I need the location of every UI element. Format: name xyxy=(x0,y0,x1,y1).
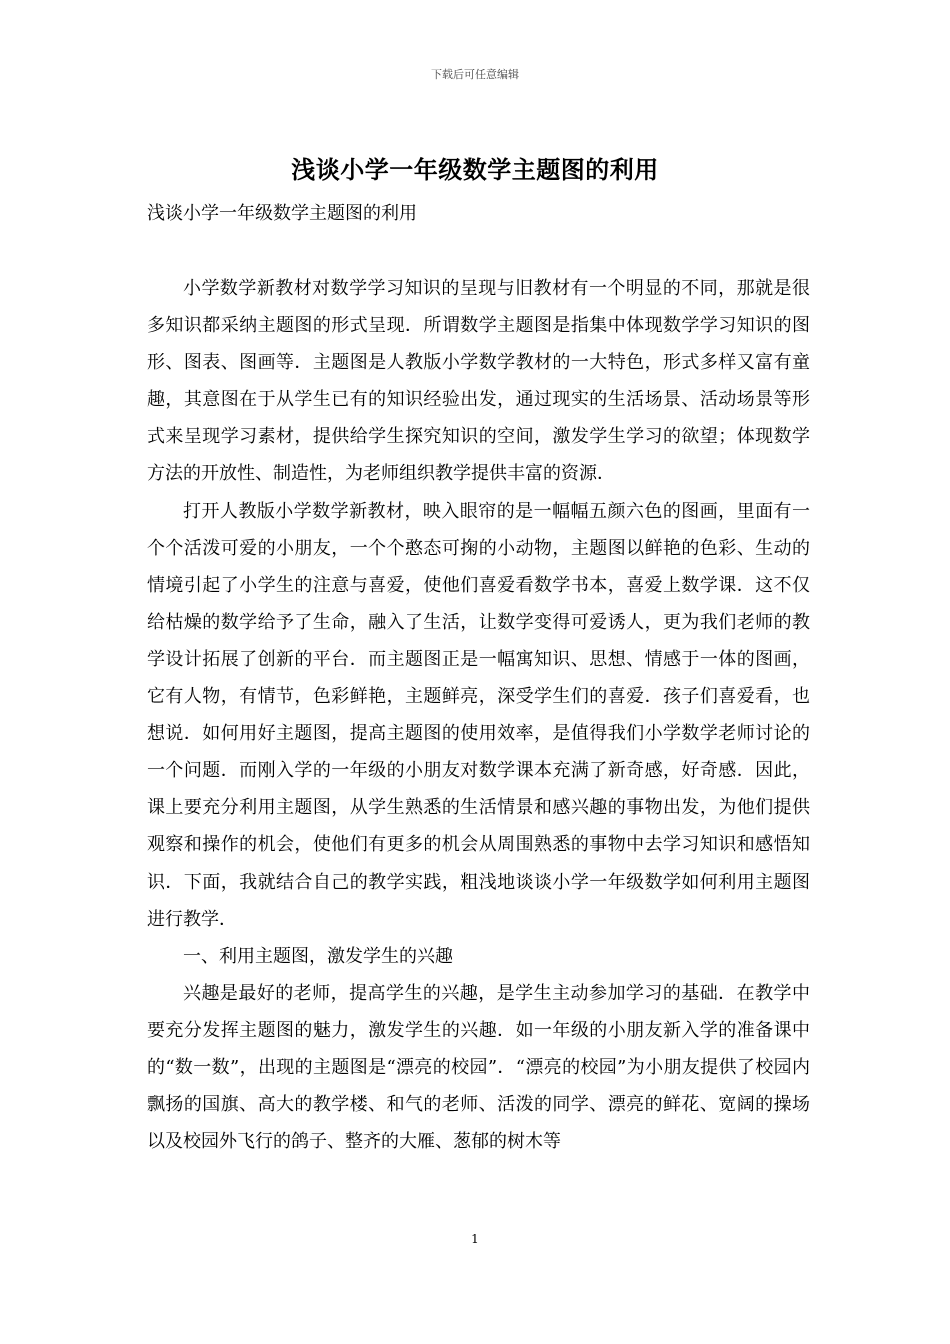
paragraph-interest: 兴趣是最好的老师，提高学生的兴趣，是学生主动参加学习的基础．在教学中要充分发挥主题图的魅力，激发学生的兴趣．如一年级的小朋友新入学的准备课中的“数一数”，出现的主题图是“漂亮的校园”．“漂亮的校园”为小朋友提供了校园内飘扬的国旗、高大的教学楼、和气的老师、活泼的同学、漂亮的鲜花、宽阔的操场以及校园外飞行的鸽子、整齐的大雁、葱郁的树木等 xyxy=(147,982,810,1153)
section-heading-1: 一、利用主题图，激发学生的兴趣 xyxy=(183,945,453,967)
page-number: 1 xyxy=(471,1232,479,1246)
paragraph-intro: 小学数学新教材对数学学习知识的呈现与旧教材有一个明显的不同，那就是很多知识都采纳主题图的形式呈现．所谓数学主题图是指集中体现数学学习知识的图形、图表、图画等．主题图是人教版小学数学教材的一大特色，形式多样又富有童趣，其意图在于从学生已有的知识经验出发，通过现实的生活场景、活动场景等形式来呈现学习素材，提供给学生探究知识的空间，激发学生学习的欲望；体现数学方法的开放性、制造性，为老师组织教学提供丰富的资源． xyxy=(147,278,810,485)
document-subtitle: 浅谈小学一年级数学主题图的利用 xyxy=(147,203,417,224)
document-body xyxy=(147,270,810,1160)
document-title: 浅谈小学一年级数学主题图的利用 xyxy=(291,156,659,184)
header-note: 下载后可任意编辑 xyxy=(431,68,519,81)
paragraph-textbook: 打开人教版小学数学新教材，映入眼帘的是一幅幅五颜六色的图画，里面有一个个活泼可爱的小朋友，一个个憨态可掬的小动物，主题图以鲜艳的色彩、生动的情境引起了小学生的注意与喜爱，使他们喜爱看数学书本，喜爱上数学课．这不仅给枯燥的数学给予了生命，融入了生活，让数学变得可爱诱人，更为我们老师的教学设计拓展了创新的平台．而主题图正是一幅寓知识、思想、情感于一体的图画，它有人物，有情节，色彩鲜艳，主题鲜亮，深受学生们的喜爱．孩子们喜爱看，也想说．如何用好主题图，提高主题图的使用效率，是值得我们小学数学老师讨论的一个问题．而刚入学的一年级的小朋友对数学课本充满了新奇感，好奇感．因此，课上要充分利用主题图，从学生熟悉的生活情景和感兴趣的事物出发，为他们提供观察和操作的机会，使他们有更多的机会从周围熟悉的事物中去学习知识和感悟知识．下面，我就结合自己的教学实践，粗浅地谈谈小学一年级数学如何利用主题图进行教学． xyxy=(147,500,810,930)
